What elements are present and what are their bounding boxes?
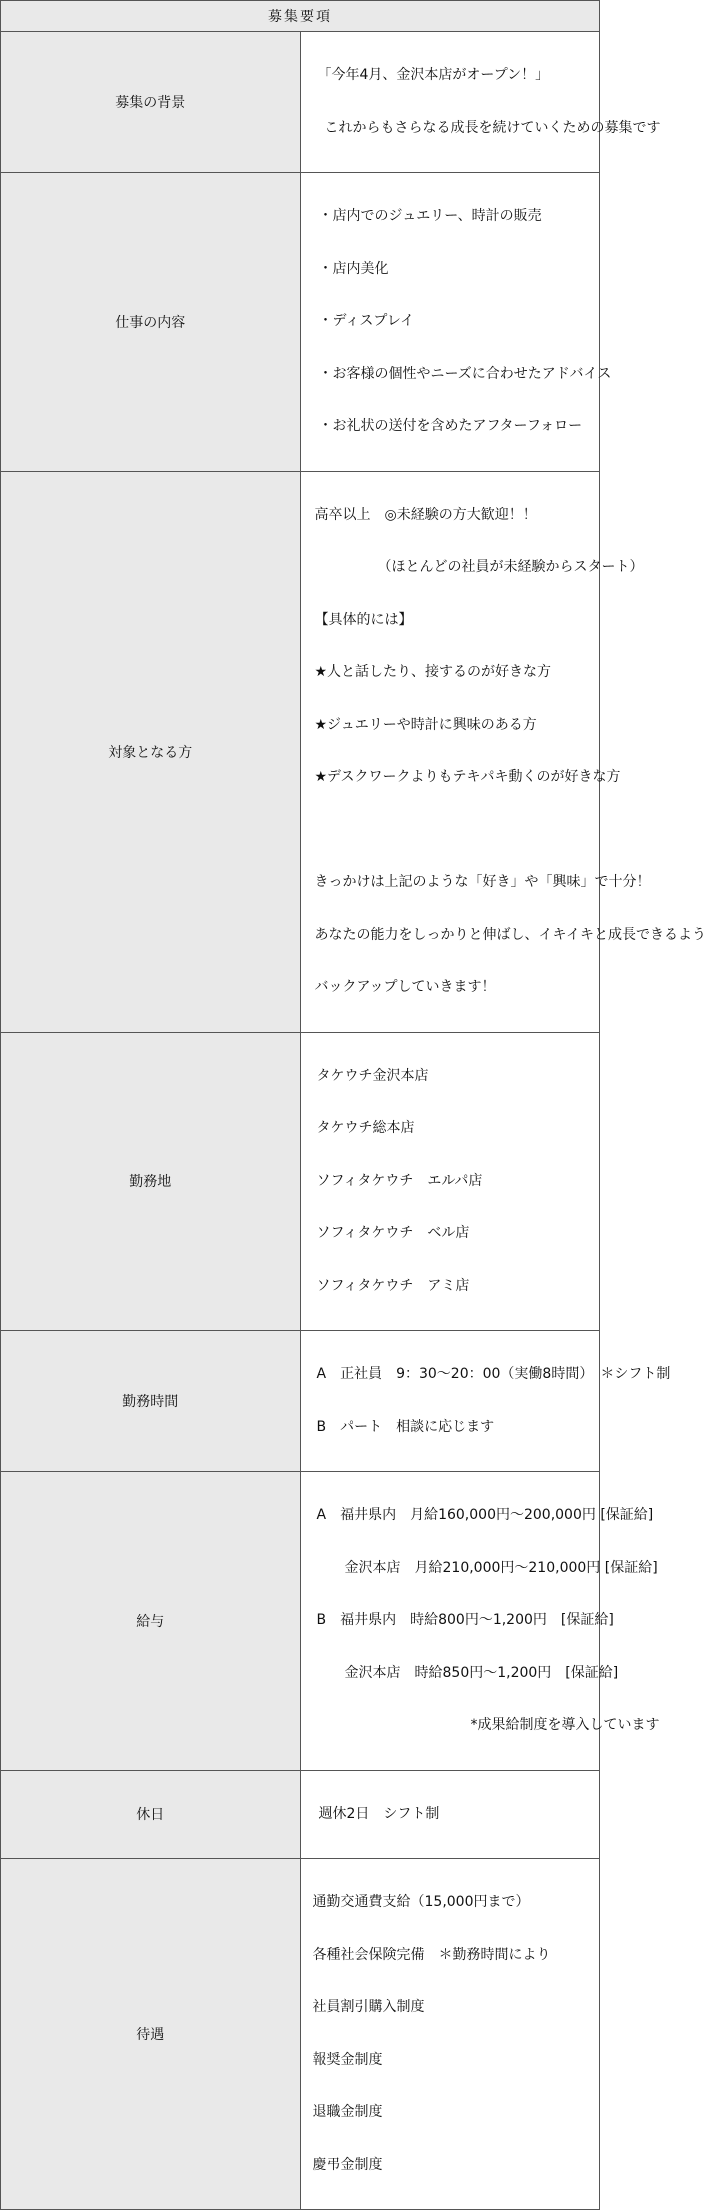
value-line: タケウチ総本店 bbox=[316, 1120, 415, 1136]
value-line: 【具体的には】 bbox=[314, 611, 413, 628]
value-line: あなたの能力をしっかりと伸ばし、イキイキと成長できるよう bbox=[314, 926, 706, 943]
value-line: A 福井県内 月給160,000円〜200,000円 [保証給] bbox=[316, 1507, 654, 1523]
row-salary bbox=[1, 1472, 600, 1771]
row-value bbox=[300, 1770, 600, 1859]
row-holidays bbox=[1, 1770, 600, 1859]
value-line: 金沢本店 時給850円〜1,200円 [保証給] bbox=[316, 1664, 619, 1681]
row-value bbox=[300, 32, 661, 173]
value-line: ソフィタケウチ アミ店 bbox=[316, 1277, 470, 1294]
row-value bbox=[300, 1032, 600, 1331]
row-label: 休日 bbox=[1, 1770, 301, 1859]
value-line: バックアップしていきます！ bbox=[314, 979, 496, 995]
value-line: 通勤交通費支給（15,000円まで） bbox=[312, 1894, 530, 1910]
value-line: *成果給制度を導入しています bbox=[316, 1717, 660, 1733]
value-line: 「今年4月、金沢本店がオープン！」 bbox=[310, 67, 550, 83]
row-value bbox=[300, 173, 612, 472]
value-line: ・お客様の個性やニーズに合わせたアドバイス bbox=[318, 365, 612, 382]
row-label: 募集の背景 bbox=[1, 32, 301, 173]
value-line: ソフィタケウチ エルパ店 bbox=[316, 1172, 483, 1189]
row-background bbox=[1, 32, 600, 173]
value-line: （ほとんどの社員が未経験からスタート） bbox=[314, 559, 644, 575]
row-value bbox=[300, 1331, 671, 1472]
value-line: 慶弔金制度 bbox=[312, 2156, 383, 2173]
row-value bbox=[300, 471, 706, 1032]
value-line: 金沢本店 月給210,000円〜210,000円 [保証給] bbox=[316, 1559, 658, 1576]
value-line: 各種社会保険完備 ＊勤務時間により bbox=[312, 1946, 551, 1963]
row-job-content bbox=[1, 173, 600, 472]
row-value bbox=[300, 1472, 660, 1771]
value-line: ★デスクワークよりもテキパキ動くのが好きな方 bbox=[314, 769, 621, 785]
row-label: 対象となる方 bbox=[1, 471, 301, 1032]
row-label: 仕事の内容 bbox=[1, 173, 301, 472]
value-line: ・店内でのジュエリー、時計の販売 bbox=[318, 208, 542, 224]
table-header-row bbox=[1, 1, 600, 32]
value-line: ソフィタケウチ ベル店 bbox=[316, 1225, 470, 1241]
value-line: ★人と話したり、接するのが好きな方 bbox=[314, 664, 552, 680]
row-label: 給与 bbox=[1, 1472, 301, 1771]
value-line: タケウチ金沢本店 bbox=[316, 1067, 429, 1084]
row-target bbox=[1, 471, 600, 1032]
row-label: 勤務地 bbox=[1, 1032, 301, 1331]
value-line: 週休2日 シフト制 bbox=[318, 1805, 440, 1822]
row-benefits bbox=[1, 1859, 600, 2210]
value-line bbox=[315, 822, 600, 840]
value-line: 高卒以上 ◎未経験の方大歓迎！！ bbox=[314, 506, 537, 523]
row-hours bbox=[1, 1331, 600, 1472]
value-line: B 福井県内 時給800円〜1,200円 [保証給] bbox=[316, 1612, 614, 1628]
value-line: B パート 相談に応じます bbox=[316, 1418, 495, 1435]
value-line: ・店内美化 bbox=[318, 260, 389, 277]
value-line: ・お礼状の送付を含めたアフターフォロー bbox=[318, 418, 583, 434]
row-label: 勤務時間 bbox=[1, 1331, 301, 1472]
row-label: 待遇 bbox=[1, 1859, 301, 2210]
value-line: ★ジュエリーや時計に興味のある方 bbox=[314, 716, 537, 733]
table-title: 募集要項 bbox=[1, 1, 600, 32]
row-location bbox=[1, 1032, 600, 1331]
value-line: ・ディスプレイ bbox=[318, 313, 415, 329]
value-line: これからもさらなる成長を続けていくための募集です bbox=[310, 119, 661, 136]
value-line: きっかけは上記のような「好き」や「興味」で十分！ bbox=[314, 874, 651, 890]
value-line: 報奨金制度 bbox=[312, 2051, 383, 2068]
value-line: A 正社員 9：30〜20：00（実働8時間） ＊シフト制 bbox=[316, 1366, 671, 1382]
value-line: 退職金制度 bbox=[312, 2104, 383, 2120]
value-line: 社員割引購入制度 bbox=[312, 1999, 425, 2015]
row-value bbox=[300, 1859, 600, 2210]
